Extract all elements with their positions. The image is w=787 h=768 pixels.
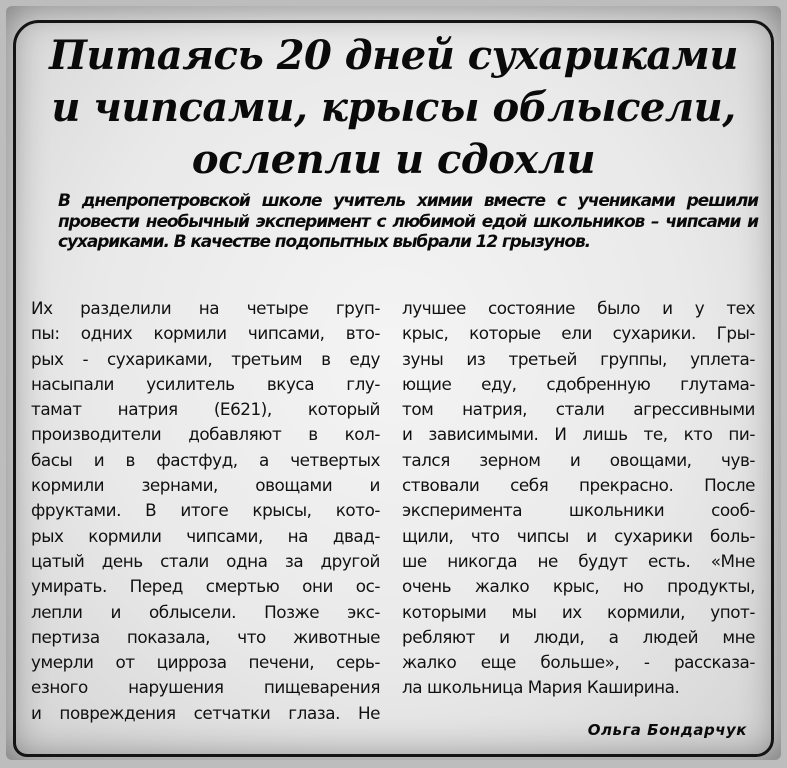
body-line: лучшее состояние было и у тех [402,298,755,318]
body-line: лепли и облысели. Позже экс- [31,601,380,622]
body-line: езного нарушения пищеварения [31,677,380,698]
body-line: пертиза показала, что животные [31,626,380,647]
body-line: насыпали усилитель вкуса глу- [31,373,380,394]
body-line: ребляют и люди, а людей мне [402,626,755,647]
headline-line: Питаясь 20 дней сухариками [49,32,738,79]
body-line: кормили зернами, овощами и [31,475,380,496]
body-line: цатый день стали одна за другой [31,550,380,571]
body-line: том натрия, стали агрессивными [402,399,755,420]
body-line: зуны из третьей группы, уплета- [402,348,755,369]
body-line: тался зерном и овощами, чув- [402,449,755,470]
body-line: которыми мы их кормили, упот- [402,601,755,622]
body-line: крыс, которые ели сухарики. Гры- [402,323,755,344]
body-line: эксперимента школьники сооб- [402,500,755,521]
body-line: жалко еще больше», - рассказа- [402,652,755,673]
body-line: тамат натрия (Е621), который [31,399,380,420]
body-line: рых кормили чипсами, на двад- [31,525,380,546]
body-line: и повреждения сетчатки глаза. Не [31,702,380,723]
article-body-right-column [402,296,755,701]
body-line: басы и в фастфуд, а четвертых [31,449,380,470]
body-line: ствовали себя прекрасно. После [402,475,755,496]
body-line: рых - сухариками, третьим в еду [31,348,380,369]
body-line: производители добавляют в кол- [31,424,380,445]
article-headline [40,30,747,186]
body-line: пы: одних кормили чипсами, вто- [31,323,380,344]
body-line: ла школьница Мария Каширина. [402,677,680,698]
article-byline: Ольга Бондарчук [587,721,747,739]
headline-line: и чипсами, крысы облысели, [51,84,736,131]
body-line: ше никогда не будут есть. «Мне [402,550,755,571]
body-line: фруктами. В итоге крысы, кото- [31,500,380,521]
headline-line: ослепли и сдохли [191,136,596,183]
article-body-left-column [31,296,380,726]
body-line: щили, что чипсы и сухарики боль- [402,525,755,546]
article-lead: В днепропетровской школе учитель химии вместе с учениками решили провести необычный эксперимент с любимой едой школьников – чипсами и сухариками. В качестве подопытных выбрали 12 грызунов. [58,191,758,252]
body-line: умерли от цирроза печени, серь- [31,652,380,673]
body-line: ющие еду, сдобренную глутама- [402,373,755,394]
body-line: очень жалко крыс, но продукты, [402,576,755,597]
body-line: Их разделили на четыре груп- [31,298,380,318]
body-line: и зависимыми. И лишь те, кто пи- [402,424,755,445]
body-line: умирать. Перед смертью они ос- [31,576,380,597]
